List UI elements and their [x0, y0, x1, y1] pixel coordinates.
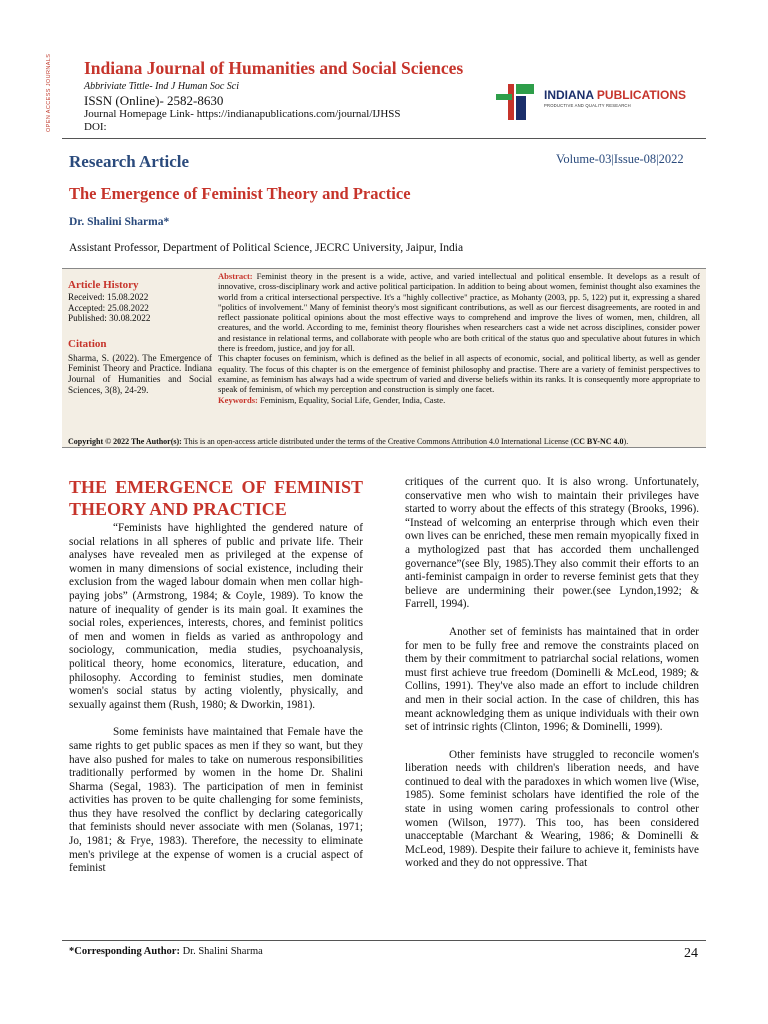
- body-column-left: [69, 476, 363, 876]
- page-number: 24: [684, 946, 698, 961]
- publisher-logo-icon: [494, 80, 538, 124]
- publisher-logo: [494, 80, 694, 124]
- article-sidebar: [68, 279, 212, 395]
- author-name: Dr. Shalini Sharma*: [69, 216, 170, 228]
- journal-abbreviation: Abbriviate Tittle- Ind J Human Soc Sci: [84, 81, 239, 92]
- abstract-label: Abstract:: [218, 271, 253, 281]
- body-paragraph: Some feminists have maintained that Female have the same rights to get public spaces as men if they so want, but they have also pushed for males to take on numerous responsibilities traditionally performed by women in the home Dr. Shalini Sharma (Segal, 1983). The participation of men in feminist activities has proven to be quite challenging for some feminists, thus they have resolved the conflict by declaring categorically that feminists should never associate with men (Solanas, 1971; Jo, 1981; & Frye, 1983). Therefore, the necessity to eliminate men's privilege at the expense of women is a crucial aspect of feminist: [69, 726, 363, 875]
- journal-header: [84, 58, 504, 134]
- issn: ISSN (Online)- 2582-8630: [84, 93, 224, 108]
- footer-divider: [62, 940, 706, 941]
- accepted-date: Accepted: 25.08.2022: [68, 302, 149, 313]
- homepage-link[interactable]: Journal Homepage Link- https://indianapublications.com/journal/IJHSS: [84, 108, 401, 120]
- corresponding-author: *Corresponding Author: Dr. Shalini Sharma: [69, 946, 263, 957]
- citation-text: Sharma, S. (2022). The Emergence of Feminist Theory and Practice. Indiana Journal of Humanities and Social Sciences, 3(8), 24-29.: [68, 352, 212, 395]
- license-link[interactable]: CC BY-NC 4.0: [573, 437, 624, 446]
- citation-heading: Citation: [68, 337, 107, 350]
- body-paragraph: “Feminists have highlighted the gendered nature of social relations in all spheres of public and private life. Their analyses have revealed men as privileged at the expense of women in many dimensions of social existence, including their exclusion from the waged labour domain when men collar high-paying jobs” (Armstrong, 1984; & Coyle, 1989). To know the nature of inequality of gender is its main goal. It examines the social roles, experiences, interests, chores, and feminist politics of men and women in fields as varied as anthropology and sociology, communication, media studies, psychoanalysis, political theory, home economics, literature, education, and philosophy. According to feminist studies, men dominate women's social status by acting violently, physically, and sexually against them (Rush, 1980; & Dworkin, 1981).: [69, 522, 363, 711]
- body-paragraph: Other feminists have struggled to reconcile women's liberation needs with children's liberation needs, and have continued to deal with the paradoxes in which women live (Wise, 1985). Some feminist scholars have identified the role of the state in using women caring professionals to control other women (Wilson, 1977). This too, has been considered unacceptable (Marchant & Wearing, 1986; & Dominelli & McLeod, 1989). Despite their failure to achieve it, feminists have worked and they do not oppressive. That: [405, 748, 699, 870]
- publisher-tagline: PRODUCTIVE AND QUALITY RESEARCH: [544, 103, 631, 108]
- keywords: Feminism, Equality, Social Life, Gender, India, Caste.: [257, 394, 446, 405]
- history-heading: Article History: [68, 279, 139, 291]
- abstract-paragraph-1: Feminist theory in the present is a wide, active, and varied intellectual and political ensemble. It develops as a result of innovative, cross-disciplinary work and active political participation. In addition to being about women, feminist thought also examines the world from a critical intersectional perspective. It's a "highly collective" practice, as Mohanty (2003, pp. 5, 122) put it, expressing a shared "politics of involvement." Many of feminist theory's most significant contributions, as well as our fiercest disagreements, are rooted in and reflect passionate political opinions about the most effective ways to comprehend and improve the lives of women, men, children, all creatures, and the world. According to me, feminist theory flourishes when researchers cast a wide net across disciplines, consider power and resistance in relational terms, and collaborate with people who are both critical of the status quo and speculative about futures in which there is freedom, justice, and joy for all.: [218, 271, 700, 354]
- body-column-right: [405, 476, 699, 871]
- article-info-box: [62, 268, 706, 448]
- journal-name: Indiana Journal of Humanities and Social Sciences: [84, 58, 464, 78]
- published-date: Published: 30.08.2022: [68, 313, 151, 324]
- author-affiliation: Assistant Professor, Department of Political Science, JECRC University, Jaipur, India: [69, 242, 464, 254]
- body-paragraph: Another set of feminists has maintained that in order for men to be fully free and remove the constraints placed on them by their commitment to patriarchal social relations, women must first achieve true freedom (Dominelli & McLeod, 1989; & Collins, 1991). They've also made an effort to include children and men in their social action. In the case of children, this has meant acknowledging them as unique individuals with their own set of intrinsic rights (Clinton, 1996; & Dominelli, 1999).: [405, 625, 699, 734]
- article-title: The Emergence of Feminist Theory and Practice: [69, 184, 411, 203]
- doi: DOI:: [84, 121, 107, 133]
- open-access-badge: OPEN ACCESS JOURNALS: [46, 53, 52, 132]
- copyright-notice: Copyright © 2022 The Author(s): This is an open-access article distributed under the terms of the Creative Commons Attribution 4.0 International License (CC BY-NC 4.0).: [68, 437, 629, 446]
- received-date: Received: 15.08.2022: [68, 292, 149, 302]
- abstract-paragraph-2: This chapter focuses on feminism, which is defined as the belief in all aspects of economic, social, and political liberty, as well as gender equality. The focus of this chapter is on the emergence of feminist philosophy and practise. There are a variety of feminist perspectives to examine, as feminism has always had a wide spectrum of varied and diverse beliefs within its ranks. It is consequently more appropriate to speak of feminism, of which my perception and construction is simply one facet.: [218, 353, 700, 395]
- body-paragraph: critiques of the current quo. It is also wrong. Unfortunately, conservative men who wish to maintain their privileges have started to worry about the effects of this strategy (Brooks, 1996). “Instead of welcoming an enterprise through which even their own lives can be enriched, these men remain myopically fixed in a mythologized past that has accorded them unchallenged governance”(see Bly, 1985).They also commit their efforts to an anti-feminist campaign in order to reverse feminist gets that they believe are undermining their power.(see Lyndon,1992; & Farrell, 1994).: [405, 476, 699, 611]
- article-type: Research Article: [69, 152, 190, 171]
- volume-info: Volume-03|Issue-08|2022: [556, 152, 684, 166]
- header-divider: [62, 138, 706, 139]
- keywords-label: Keywords:: [218, 394, 258, 405]
- publisher-name: INDIANA PUBLICATIONS: [544, 88, 687, 102]
- abstract: [218, 271, 700, 405]
- section-title: THE EMERGENCE OF FEMINIST THEORY AND PRACTICE: [69, 477, 363, 519]
